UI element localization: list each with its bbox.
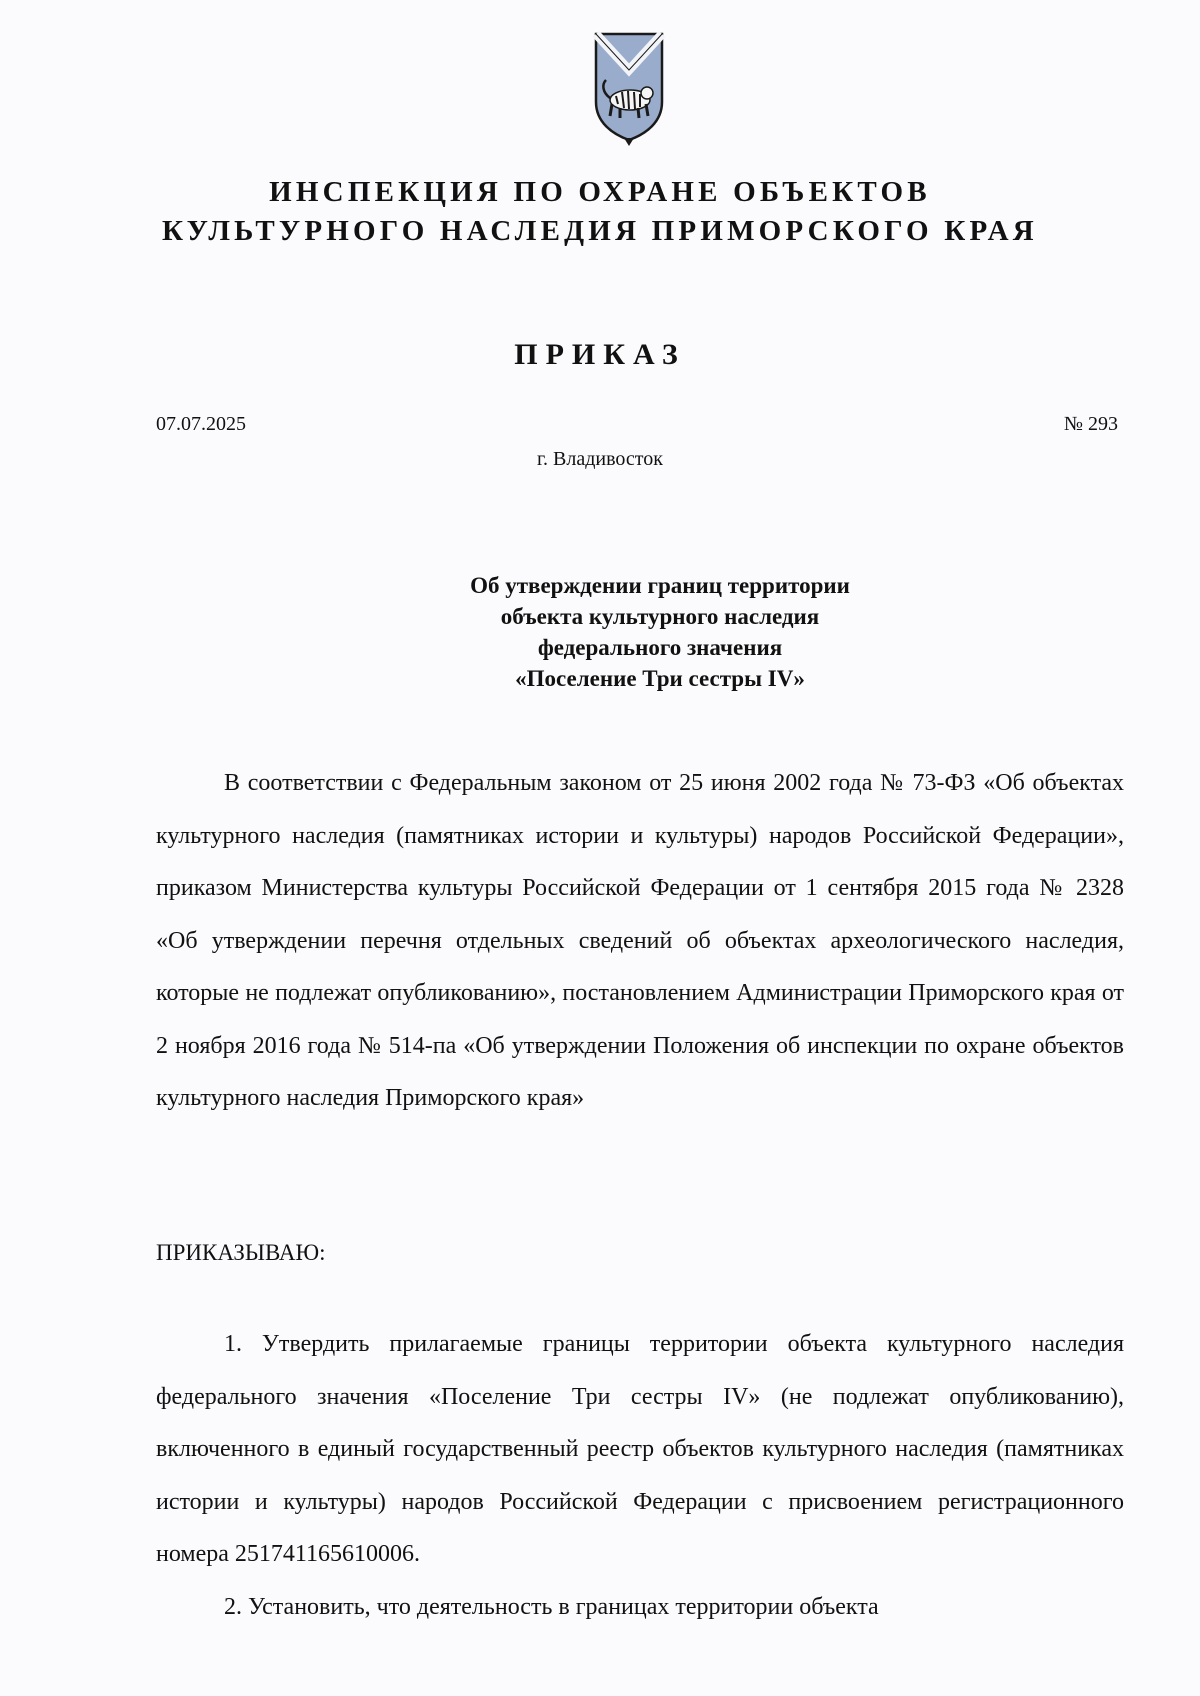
document-city: г. Владивосток (537, 448, 663, 470)
order-directive: ПРИКАЗЫВАЮ: (156, 1240, 326, 1265)
document-subject (300, 570, 1020, 694)
document-type-title: ПРИКАЗ (514, 338, 686, 371)
organization-name-line-2: КУЛЬТУРНОГО НАСЛЕДИЯ ПРИМОРСКОГО КРАЯ (162, 215, 1038, 247)
subject-line-3: федерального значения (537, 635, 783, 660)
subject-line-1: Об утверждении границ территории (470, 573, 850, 598)
primorsky-krai-coat-of-arms-icon (592, 30, 666, 148)
subject-line-4: «Поселение Три сестры IV» (515, 666, 805, 691)
document-date: 07.07.2025 (156, 413, 246, 435)
order-item-1: 1. Утвердить прилагаемые границы территории объекта культурного наследия федерального значения «Поселение Три сестры IV» (не подлежат опубликованию), включенного в единый государственный реестр объектов культурного наследия (памятниках истории и культуры) народов Российской Федерации с присвоением регистрационного номера 251741165610006. (156, 1331, 1124, 1567)
document-number: № 293 (1063, 413, 1118, 435)
organization-name-line-1: ИНСПЕКЦИЯ ПО ОХРАНЕ ОБЪЕКТОВ (269, 176, 931, 208)
subject-line-2: объекта культурного наследия (500, 604, 820, 629)
order-item-2: 2. Установить, что деятельность в границах территории объекта (224, 1594, 879, 1620)
preamble-paragraph: В соответствии с Федеральным законом от 25 июня 2002 года № 73-ФЗ «Об объектах культурного наследия (памятниках истории и культуры) народов Российской Федерации», приказом Министерства культуры Российской Федерации от 1 сентября 2015 года № 2328 «Об утверждении перечня отдельных сведений об объектах археологического наследия, которые не подлежат опубликованию», постановлением Администрации Приморского края от 2 ноября 2016 года № 514-па «Об утверждении Положения об инспекции по охране объектов культурного наследия Приморского края» (156, 770, 1124, 1111)
